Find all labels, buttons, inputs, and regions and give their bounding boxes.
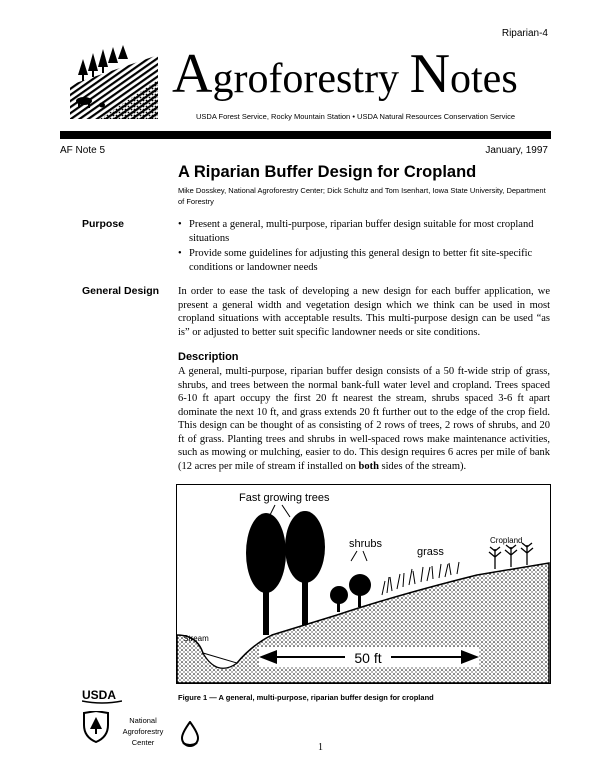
title-part-otes: otes: [450, 56, 518, 102]
description-bold-word: both: [358, 460, 379, 472]
purpose-item-text: Present a general, multi-purpose, riparian buffer design suitable for most cropland situations: [189, 219, 534, 244]
buffer-diagram-figure: [176, 484, 551, 684]
purpose-item-text: Provide some guidelines for adjusting this general design to better fit site-specific conditions or landowner needs: [189, 248, 533, 273]
title-letter-n: N: [409, 43, 451, 105]
forest-service-shield-icon: [82, 711, 110, 743]
water-drop-icon: [178, 721, 202, 747]
purpose-item: [178, 247, 550, 274]
title-part-groforestry: groforestry: [212, 56, 410, 102]
buffer-diagram: [177, 485, 550, 683]
newsletter-title: [172, 43, 518, 107]
description-heading: Description: [178, 351, 239, 363]
header-rule: [60, 131, 551, 139]
bullet: •: [178, 248, 182, 259]
national-agroforestry-center-label: [115, 715, 171, 748]
publication-date: January, 1997: [485, 145, 548, 156]
bullet: •: [178, 219, 182, 230]
page-id: Riparian-4: [501, 28, 548, 39]
stream-label: Stream: [183, 634, 209, 643]
article-title: A Riparian Buffer Design for Cropland: [178, 163, 477, 181]
af-note-number: AF Note 5: [60, 145, 106, 156]
agroforestry-logo-image: [70, 45, 158, 119]
grass-label: grass: [417, 546, 444, 558]
description-text-part2: sides of the stream).: [378, 460, 467, 472]
width-label: 50 ft: [354, 650, 382, 666]
general-design-heading: General Design: [82, 285, 160, 297]
title-letter-a: A: [172, 43, 213, 105]
shrubs-pointer: [351, 551, 367, 561]
usda-logo: [82, 688, 122, 704]
figure-caption: Figure 1 — A general, multi-purpose, riparian buffer design for cropland: [178, 693, 434, 702]
description-text-part1: A general, multi-purpose, riparian buffer design consists of a 50 ft-wide strip of grass, shrubs, and trees between the normal bank-full water level and cropland. Trees spaced 6-10 ft apart occupy the first 20 ft nearest the stream, shrubs spaced 3-6 ft apart dominate the next 10 ft, and grass extends 20 ft further out to the edge of the crop field. This design can be thought of as consisting of 2 rows of trees, 2 rows of shrubs, and 20 ft of grass. Planting trees and shrubs in well-spaced rows make maintenance activities, such as mowing or mulching, easier to do. This design requires 6 acres per mile of bank (12 acres per mile of stream if installed on: [178, 366, 550, 472]
general-design-paragraph: In order to ease the task of developing a new design for each buffer application, we present a general width and vegetation design which we think can be used in most cropland situations with acceptable results. This multi-purpose design can be used “as is” or adjusted to better suit specific landowner needs or site conditions.: [178, 286, 550, 338]
purpose-item: [178, 218, 550, 245]
page-number: 1: [318, 742, 323, 753]
cropland-label: Cropland: [490, 536, 523, 545]
center-line-1: National: [129, 716, 157, 725]
trees-label: Fast growing trees: [239, 492, 330, 504]
center-line-2: Agroforestry: [122, 727, 164, 736]
center-line-3: Center: [131, 738, 155, 747]
purpose-list: [178, 218, 550, 276]
agencies-line: USDA Forest Service, Rocky Mountain Station • USDA Natural Resources Conservation Service: [196, 112, 516, 121]
purpose-heading: Purpose: [82, 218, 125, 230]
description-paragraph: [178, 365, 550, 473]
usda-logo-text: USDA: [82, 688, 117, 702]
shrubs-label: shrubs: [349, 538, 383, 550]
article-authors: Mike Dosskey, National Agroforestry Center; Dick Schultz and Tom Isenhart, Iowa State University, Department of Forestry: [178, 186, 546, 206]
